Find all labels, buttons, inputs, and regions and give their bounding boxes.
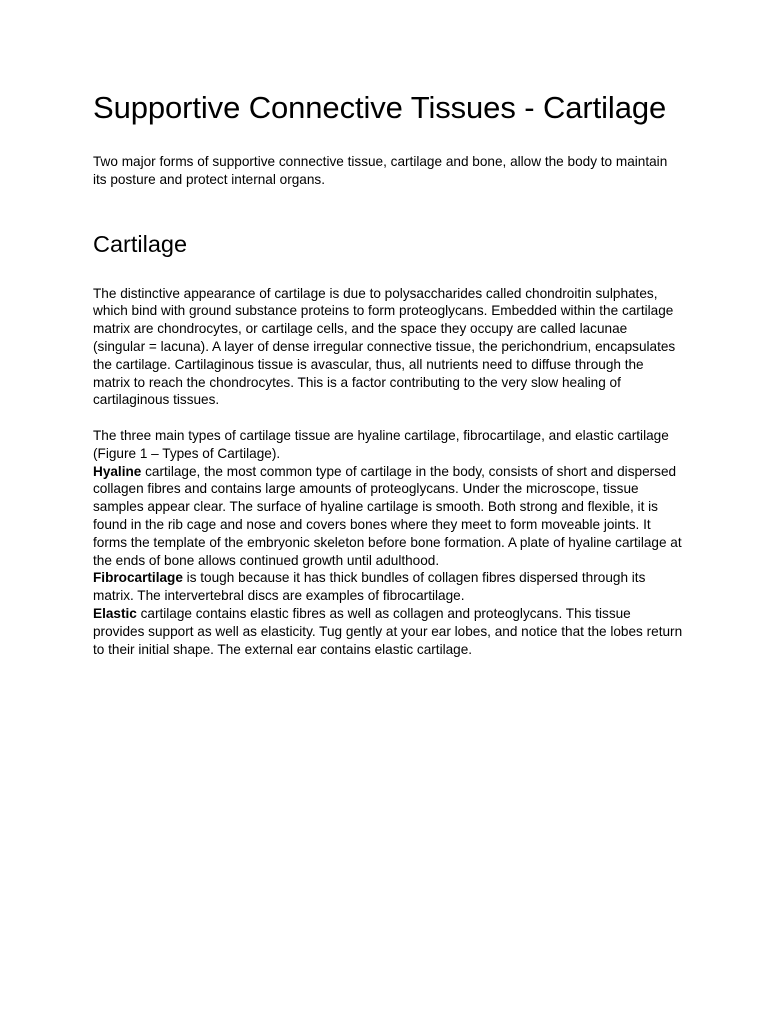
fibrocartilage-term: Fibrocartilage bbox=[93, 570, 183, 586]
section-heading-cartilage: Cartilage bbox=[93, 230, 188, 257]
elastic-text: cartilage contains elastic fibres as well as collagen and proteoglycans. This tissue provides support as well as elasticity. Tug gently at your ear lobes, and notice that the lobes return to their initial shape. The external ear contains elastic cartilage. bbox=[93, 605, 683, 657]
cartilage-types-list bbox=[93, 463, 683, 659]
hyaline-text: cartilage, the most common type of cartilage in the body, consists of short and dispersed collagen fibres and contains large amounts of proteoglycans. Under the microscope, tissue samples appear clear. The surface of hyaline cartilage is smooth. Both strong and flexible, it is found in the rib cage and nose and covers bones where they meet to form moveable joints. It forms the template of the embryonic skeleton before bone formation. A plate of hyaline cartilage at the ends of bone allows continued growth until adulthood. bbox=[93, 463, 682, 568]
cartilage-description-paragraph: The distinctive appearance of cartilage is due to polysaccharides called chondroitin sulphates, which bind with ground substance proteins to form proteoglycans. Embedded within the cartilage matrix are chondrocytes, or cartilage cells, and the space they occupy are called lacunae (singular = lacuna). A layer of dense irregular connective tissue, the perichondrium, encapsulates the cartilage. Cartilaginous tissue is avascular, thus, all nutrients need to diffuse through the matrix to reach the chondrocytes. This is a factor contributing to the very slow healing of cartilaginous tissues. bbox=[93, 285, 676, 408]
elastic-paragraph bbox=[93, 605, 683, 658]
page-title: Supportive Connective Tissues - Cartilage bbox=[93, 90, 667, 125]
fibrocartilage-paragraph bbox=[93, 569, 683, 605]
cartilage-types-intro-paragraph: The three main types of cartilage tissue are hyaline cartilage, fibrocartilage, and elastic cartilage (Figure 1 – Types of Cartilage). bbox=[93, 427, 669, 461]
fibrocartilage-text: is tough because it has thick bundles of collagen fibres dispersed through its matrix. The intervertebral discs are examples of fibrocartilage. bbox=[93, 570, 646, 604]
elastic-term: Elastic bbox=[93, 605, 137, 621]
hyaline-term: Hyaline bbox=[93, 463, 142, 479]
document-page bbox=[93, 86, 683, 658]
hyaline-paragraph bbox=[93, 463, 683, 570]
intro-paragraph: Two major forms of supportive connective tissue, cartilage and bone, allow the body to maintain its posture and protect internal organs. bbox=[93, 154, 668, 187]
